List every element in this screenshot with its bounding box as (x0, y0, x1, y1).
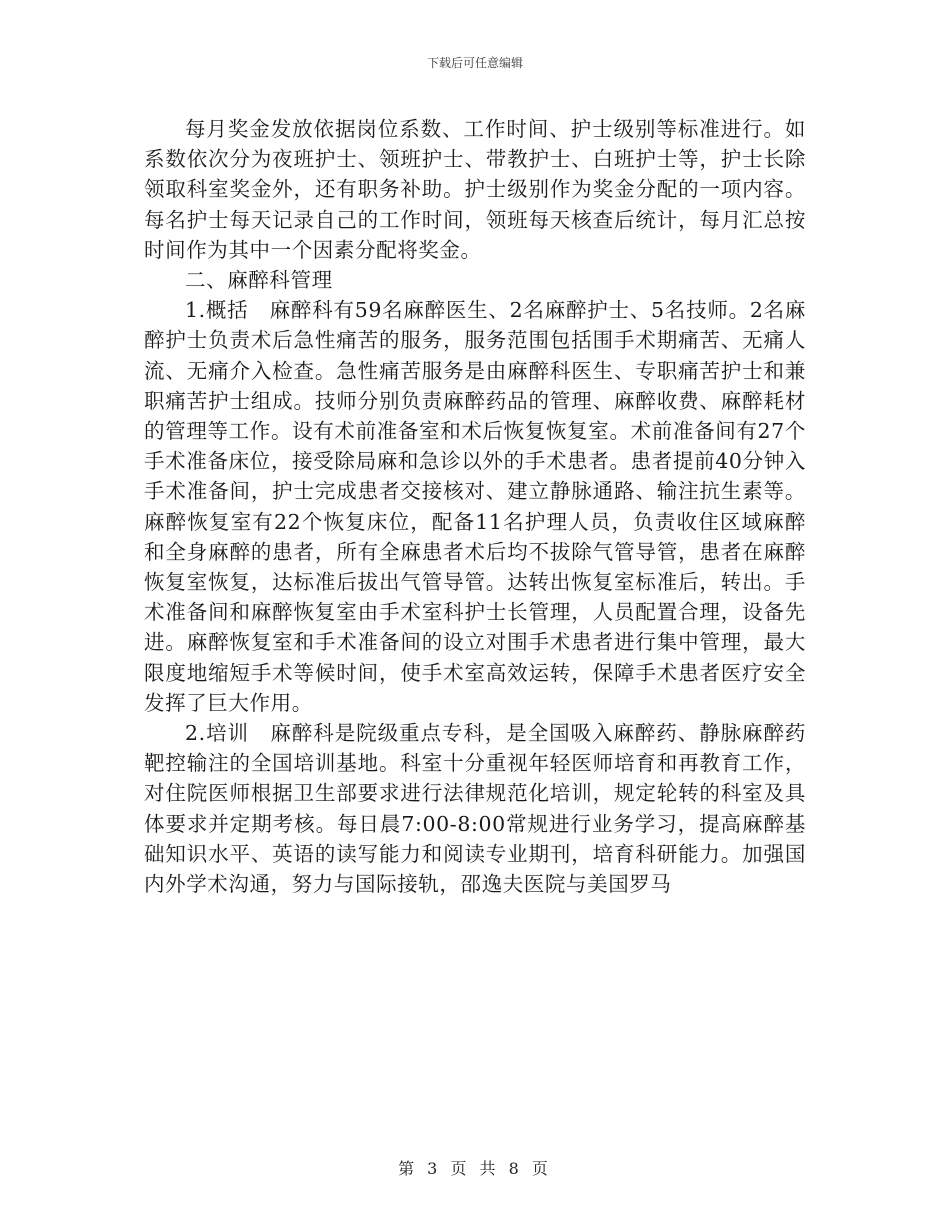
document-body (144, 114, 806, 899)
section-heading-anesthesia: 二、麻醉科管理 (185, 268, 333, 293)
paragraph-bonus: 每月奖金发放依据岗位系数、工作时间、护士级别等标准进行。如系数依次分为夜班护士、领班护士、带教护士、白班护士等，护士长除领取科室奖金外，还有职务补助。护士级别作为奖金分配的一项内容。每名护士每天记录自己的工作时间，领班每天核查后统计，每月汇总按时间作为其中一个因素分配将奖金。 (144, 117, 806, 262)
page-number: 第 3 页 共 8 页 (398, 1159, 552, 1178)
paragraph-training: 2.培训 麻醉科是院级重点专科，是全国吸入麻醉药、静脉麻醉药靶控输注的全国培训基地。科室十分重视年轻医师培育和再教育工作，对住院医师根据卫生部要求进行法律规范化培训，规定轮转的科室及具体要求并定期考核。每日晨7:00-8:00常规进行业务学习，提高麻醉基础知识水平、英语的读写能力和阅读专业期刊，培育科研能力。加强国内外学术沟通，努力与国际接轨，邵逸夫医院与美国罗马 (144, 721, 806, 897)
page-header: 下载后可任意编辑 (426, 56, 523, 70)
paragraph-overview: 1.概括 麻醉科有59名麻醉医生、2名麻醉护士、5名技师。2名麻醉护士负责术后急性痛苦的服务，服务范围包括围手术期痛苦、无痛人流、无痛介入检查。急性痛苦服务是由麻醉科医生、专职痛苦护士和兼职痛苦护士组成。技师分别负责麻醉药品的管理、麻醉收费、麻醉耗材的管理等工作。设有术前准备室和术后恢复恢复室。术前准备间有27个手术准备床位，接受除局麻和急诊以外的手术患者。患者提前40分钟入手术准备间，护士完成患者交接核对、建立静脉通路、输注抗生素等。麻醉恢复室有22个恢复床位，配备11名护理人员，负责收住区域麻醉和全身麻醉的患者，所有全麻患者术后均不拔除气管导管，患者在麻醉恢复室恢复，达标准后拔出气管导管。达转出恢复室标准后，转出。手术准备间和麻醉恢复室由手术室科护士长管理，人员配置合理，设备先进。麻醉恢复室和手术准备间的设立对围手术患者进行集中管理，最大限度地缩短手术等候时间，使手术室高效运转，保障手术患者医疗安全发挥了巨大作用。 (144, 298, 806, 715)
